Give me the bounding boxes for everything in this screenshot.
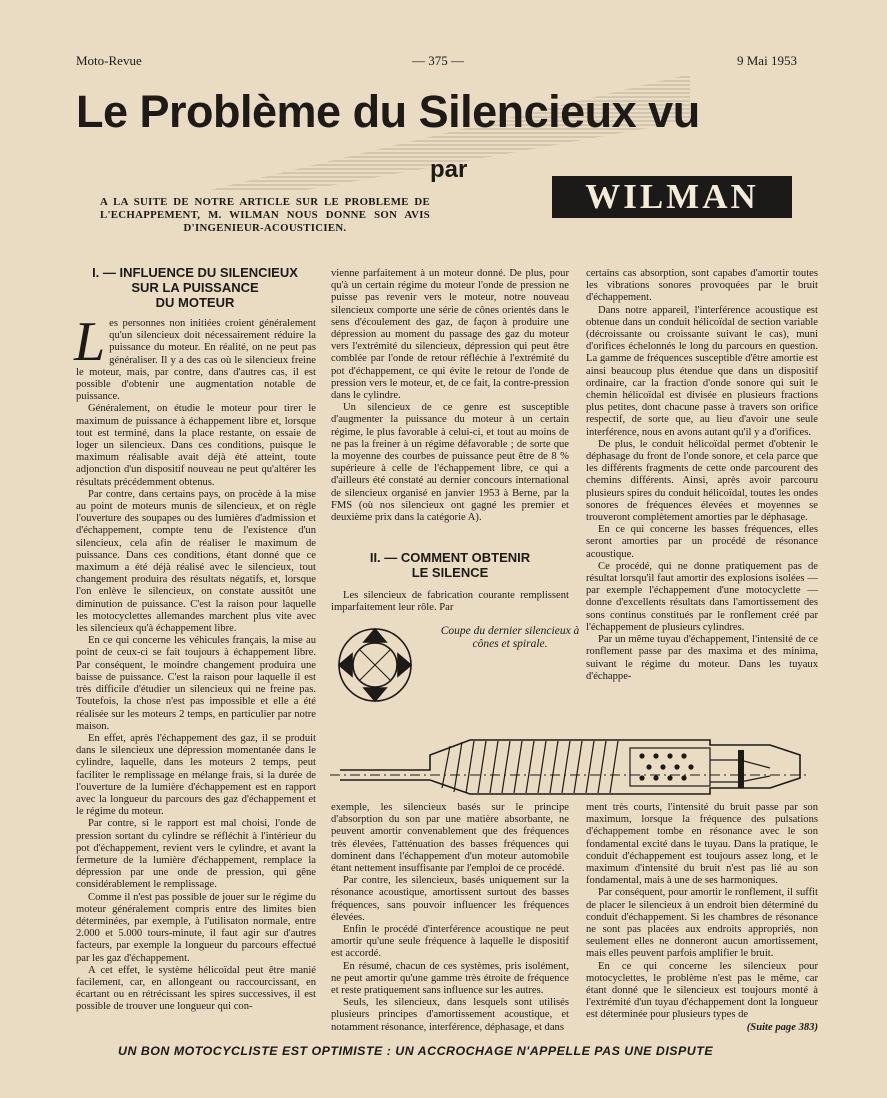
section-2-title-line: LE SILENCE	[411, 565, 489, 580]
paragraph: certains cas absorption, sont capabes d'amortir toutes les vibrations sonores provoquées par le bruit d'échappement.	[586, 268, 818, 304]
paragraph: Par contre, dans certains pays, on procède à la mise au point de moteurs munis de silencieux, et on règle l'ouverture des soupapes ou des lumières d'admission et d'échappement, compte tenu de l'existence d'un silencieux, cela afin de réaliser le maximum de puissance. Dans ces conditions, étant donné que ce maximum a été déjà réalisé avec le silencieux, tout changement produira des résultats négatifs, et, lorsque l'on enlève le silencieux, on constate aussitôt une diminution de puissance. C'est la raison pour laquelle les motocyclettes allemandes marchent plus vite avec les silencieux qu'à échappement libre.	[76, 488, 316, 635]
paragraph: De plus, le conduit hélicoïdal permet d'obtenir le déphasage du front de l'onde sonore, et cela parce que les différents fragments de cette onde parcourent des chemins différents. Ainsi, après avoir parcouru plusieurs spires du conduit hélicoïdal, toutes les ondes sonores de fréquences élevées et moyennes se trouveront complètement amorties par le déphasage.	[586, 438, 818, 524]
section-1-title-line: I. — INFLUENCE DU SILENCIEUX	[92, 265, 298, 280]
paragraph: Par contre, les silencieux, basés uniquement sur la résonance acoustique, amortissent surtout des basses fréquences, sans pouvoir influencer les fréquences élevées.	[331, 875, 569, 923]
paragraph: En ce qui concerne les véhicules français, la mise au point de ceux-ci se fait toujours à échappement libre. Par conséquent, le moindre changement produira une baisse de puissance. C'est la raison pour laquelle il est très difficile d'étudier un silencieux qui ne freine pas. Toutefois, la chose n'est pas impossible et elle a été réalisée sur les moteurs 2 temps, en particulier par notre maison.	[76, 635, 316, 732]
section-1-heading	[70, 265, 320, 310]
paragraph: En résumé, chacun de ces systèmes, pris isolément, ne peut amortir qu'une gamme très étroite de fréquence et reste pratiquement sans influence sur les autres.	[331, 960, 569, 997]
intro-paragraph: A LA SUITE DE NOTRE ARTICLE SUR LE PROBLEME DE L'ECHAPPEMENT, M. WILMAN NOUS DONNE SON AVIS D'INGENIEUR-ACOUSTICIEN.	[100, 196, 430, 234]
paragraph: Dans notre appareil, l'interférence acoustique est obtenue dans un conduit hélicoïdal de section variable (décroissante ou croissante suivant le cas), muni d'orifices échelonnés le long du parcours en question. La gamme de fréquences susceptible d'être amortie est ainsi beaucoup plus étendue que dans un dispositif ordinaire, car la fraction d'onde sonore qui suit le chemin hélicoïdal est divisée en plusieurs fractions plus petites, dont chacune passe à travers son orifice respectif, de sorte que, au lieu d'avoir une seule interférence, nous en avons autant qu'il y a d'orifices.	[586, 304, 818, 438]
issue-date: 9 Mai 1953	[737, 53, 797, 68]
paragraph: Ce procédé, qui ne donne pratiquement pas de résultat lorsqu'il faut amortir des explosions isolées — par exemple l'échappement d'une motocyclette — donne d'excellents résultats dans l'amortissement des sons continus constitués par le ronflement créé par l'échappement de plusieurs cylindres.	[586, 560, 818, 633]
article-title: Le Problème du Silencieux vu	[76, 86, 700, 137]
paragraph: Enfin le procédé d'interférence acoustique ne peut amortir qu'une seule fréquence à laquelle le dispositif est accordé.	[331, 924, 569, 960]
text-column-2	[331, 268, 569, 524]
text-column-5	[586, 802, 818, 1034]
paragraph: Les silencieux de fabrication courante remplissent imparfaitement leur rôle. Par	[331, 590, 569, 614]
paragraph: vienne parfaitement à un moteur donné. De plus, pour qu'à un certain régime du moteur l'onde de pression ne puisse pas revenir vers le moteur, notre nouveau silencieux comporte une série de cônes orientés dans le sens d'écoulement des gaz, de façon à produire une dépression au moment du passage des gaz du moteur vers l'extrémité du silencieux, dépression qui peut être comblée par l'onde de retour réfléchie à l'extrémité du pot d'échappement, ce qui évite le retour de l'onde de pression vers le moteur, et, de ce fait, la contre-pression dans le cylindre.	[331, 268, 569, 402]
paragraph: exemple, les silencieux basés sur le principe d'absorption du son par une matière absorbante, ne peuvent amortir convenablement que des fréquences très élevées, l'atténuation des basses fréquences qui dominent dans l'échappement d'un moteur automobile étant nettement insuffisante par l'emploi de ce procédé.	[331, 802, 569, 875]
section-1-title-line: DU MOTEUR	[155, 295, 235, 310]
paragraph: Les personnes non initiées croient généralement qu'un silencieux doit nécessairement réduire la puissance du moteur. En réalité, on ne peut pas généraliser. Il y a des cas où le silencieux freine le moteur, mais, par contre, dans d'autres cas, il est possible d'obtenir une augmentation notable de puissance.	[74, 311, 316, 403]
footer-slogan: UN BON MOTOCYCLISTE EST OPTIMISTE : UN ACCROCHAGE N'APPELLE PAS UNE DISPUTE	[118, 1044, 714, 1058]
paragraph: A cet effet, le système hélicoïdal peut être manié facilement, car, en allongeant ou raccourcissant, en écartant ou en rétrécissant les spires successives, il est possible de trouver une longueur qui con-	[76, 964, 316, 1013]
paragraph: Comme il n'est pas possible de jouer sur le régime du moteur généralement compris entre des limites bien déterminées, par exemple, à l'utilisaton normale, entre 2.000 et 5.000 tours-minute, il faut agir sur d'autres facteurs, par exemple la longueur du parcours effectué par les gaz d'échappement.	[76, 891, 316, 964]
paragraph: Un silencieux de ce genre est susceptible d'augmenter la puissance du moteur à un certain régime, le plus favorable à celui-ci, et tout au moins de ne pas la freiner à un régime défavorable ; de sorte que la moyenne des courbes de puissance peut être de 8 % supérieure à celle de l'échappement libre, ce qui a d'ailleurs été constaté au dernier concours international de silencieux organisé en janvier 1953 à Berne, par la FMS (où nos silencieux ont gagné les premier et deuxième prix dans la catégorie A).	[331, 402, 569, 524]
paragraph: En effet, après l'échappement des gaz, il se produit dans le silencieux une dépression momentanée dans le cylindre, laquelle, dans les moteurs 2 temps, peut faciliter le remplissage en mélange frais, si la durée de l'ouverture de la lumière d'échappement est en rapport avec la longueur du parcours des gaz d'échappement et le régime du moteur.	[76, 732, 316, 818]
paragraph: ment très courts, l'intensité du bruit passe par son maximum, lorsque la fréquence des pulsations d'échappement tombe en résonance avec le son fondamental excité dans le tuyau. Dans la pratique, le conduit d'échappement est toujours assez long, et le maximum d'intensité du bruit n'est pas lié au son fondamental, mais à une de ses harmoniques.	[586, 802, 818, 887]
figure-caption: Coupe du dernier silencieux à cônes et spirale.	[440, 625, 580, 650]
magazine-name: Moto-Revue	[76, 53, 142, 68]
paragraph: Par contre, si le rapport est mal choisi, l'onde de pression sortant du cylindre se réfléchit à l'intérieur du pot d'échappement, revient vers le cylindre, et avant la fermeture de la lumière d'échappement, remplace la dépression par une onde de pression, qui gêne considérablement le remplissage.	[76, 818, 316, 891]
text-column-1	[74, 311, 316, 1014]
by-word: par	[430, 156, 468, 183]
continued-note: (Suite page 383)	[746, 1021, 818, 1033]
text-column-4	[331, 802, 569, 1034]
paragraph: Généralement, on étudie le moteur pour tirer le maximum de puissance à échappement libre et, lorsque tout est terminé, dans la place restante, on essaie de loger un silencieux. Dans ces conditions, puisque le maximum réalisable avait déjà été atteint, toute adjonction d'un dispositif nouveau ne peut qu'altérer les résultats précédemment obtenus.	[76, 403, 316, 488]
section-2-title-line: II. — COMMENT OBTENIR	[369, 550, 531, 565]
paragraph: Par un même tuyau d'échappement, l'intensité de ce ronflement passe par des maxima et des minima, suivant le régime du moteur. Dans les tuyaux d'échappe-	[586, 634, 818, 682]
paragraph: Par conséquent, pour amortir le ronflement, il suffit de placer le silencieux à un endroit bien déterminé du conduit d'échappement. Si les chambres de résonance ne sont pas placées aux endroits appropriés, non seulement elles ne donneront aucun amortissement, mais elles peuvent parfois amplifier le bruit.	[586, 887, 818, 960]
paragraph: En ce qui concerne les basses fréquences, elles seront amorties par un procédé de résonance acoustique.	[586, 524, 818, 560]
paragraph: En ce qui concerne les silencieux pour motocyclettes, le problème n'est pas le même, car étant donné que le silencieux est toujours monté à l'extrémité d'un tuyau d'échappement dont la longueur est déterminée pour plusieurs types de	[586, 960, 818, 1021]
author-banner: WILMAN	[552, 176, 792, 218]
drop-cap: L	[74, 311, 106, 373]
silencer-cross-section-diagram	[330, 620, 810, 810]
section-2-heading	[340, 550, 560, 580]
text-column-2b	[331, 590, 569, 614]
section-1-title-line: SUR LA PUISSANCE	[131, 280, 259, 295]
paragraph: Seuls, les silencieux, dans lesquels sont utilisés plusieurs principes d'amortissement acoustique, et notamment résonance, interférence, déphasage, et dans	[331, 997, 569, 1033]
page-number: — 375 —	[412, 53, 464, 68]
